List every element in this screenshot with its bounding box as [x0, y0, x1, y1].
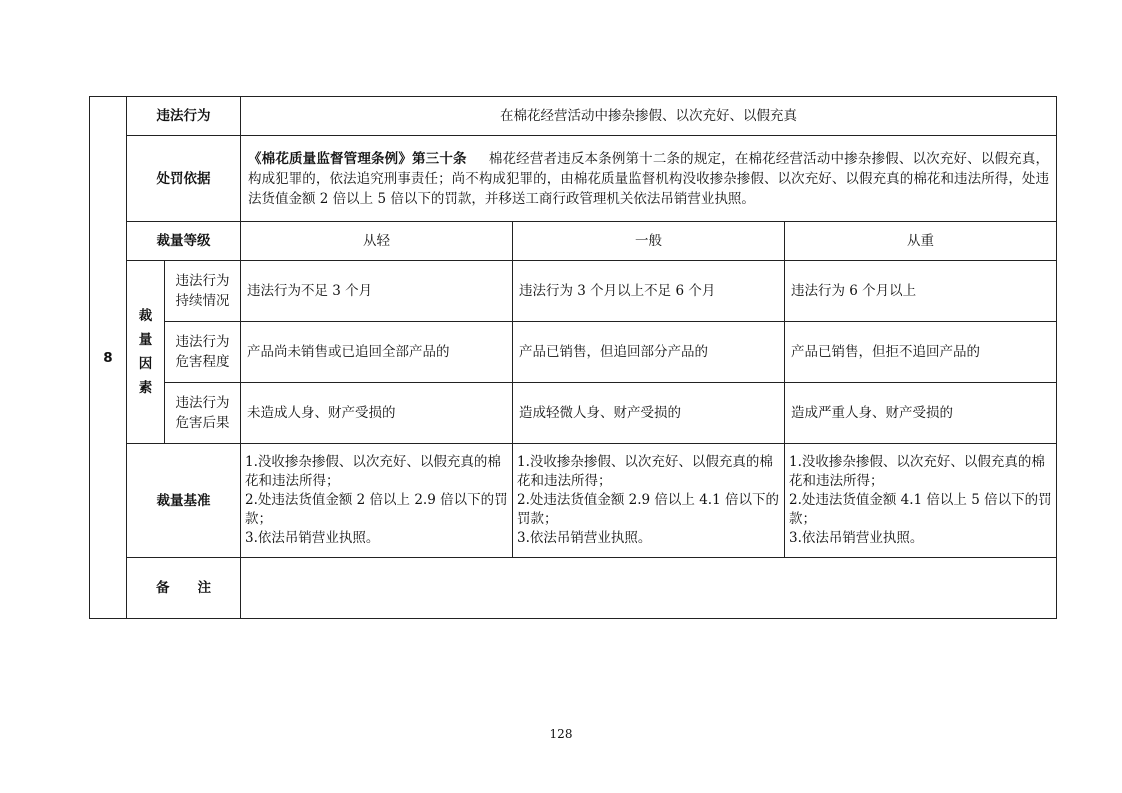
- basis-text: 棉花经营者违反本条例第十二条的规定，在棉花经营活动中掺杂掺假、以次充好、以假充真，构成犯罪的，依法追究刑事责任；尚不构成犯罪的，由棉花质量监督机构没收掺杂掺假、以次充好、以假充真的棉花和违法所得，处违法货值金额 2 倍以上 5 倍以下的罚款，并移送工商行政管理机关依法吊销营业执照。: [248, 150, 1050, 207]
- factor-harm-degree-heavy: 产品已销售，但拒不追回产品的: [785, 322, 1057, 383]
- grade-normal: 一般: [513, 222, 785, 261]
- factor-duration-light: 违法行为不足 3 个月: [241, 261, 513, 322]
- grade-heavy: 从重: [785, 222, 1057, 261]
- factor-duration-normal: 违法行为 3 个月以上不足 6 个月: [513, 261, 785, 322]
- standard-row: [90, 444, 1057, 558]
- standard-normal: 1.没收掺杂掺假、以次充好、以假充真的棉花和违法所得； 2.处违法货值金额 2.9 倍以上 4.1 倍以下的罚款； 3.依法吊销营业执照。: [513, 444, 785, 558]
- standard-label: 裁量基准: [127, 444, 241, 558]
- notes-label: 备注: [127, 558, 241, 619]
- basis-content: [241, 136, 1057, 222]
- basis-title: 《棉花质量监督管理条例》第三十条: [248, 150, 467, 167]
- factor-harm-degree-label: 违法行为 危害程度: [165, 322, 241, 383]
- factor-row: [90, 383, 1057, 444]
- item-number: 8: [90, 97, 127, 619]
- violation-row: [90, 97, 1057, 136]
- standard-light: 1.没收掺杂掺假、以次充好、以假充真的棉花和违法所得； 2.处违法货值金额 2 倍以上 2.9 倍以下的罚款； 3.依法吊销营业执照。: [241, 444, 513, 558]
- grade-light: 从轻: [241, 222, 513, 261]
- factor-row: [90, 322, 1057, 383]
- violation-label: 违法行为: [127, 97, 241, 136]
- discretion-table: [89, 96, 1057, 619]
- page-number: 128: [549, 727, 573, 741]
- factor-consequence-light: 未造成人身、财产受损的: [241, 383, 513, 444]
- notes-row: [90, 558, 1057, 619]
- violation-value: 在棉花经营活动中掺杂掺假、以次充好、以假充真: [241, 97, 1057, 136]
- basis-label: 处罚依据: [127, 136, 241, 222]
- factor-harm-degree-light: 产品尚未销售或已追回全部产品的: [241, 322, 513, 383]
- factor-consequence-heavy: 造成严重人身、财产受损的: [785, 383, 1057, 444]
- standard-heavy: 1.没收掺杂掺假、以次充好、以假充真的棉花和违法所得； 2.处违法货值金额 4.1 倍以上 5 倍以下的罚款； 3.依法吊销营业执照。: [785, 444, 1057, 558]
- notes-value: [241, 558, 1057, 619]
- factors-label: 裁 量 因 素: [127, 261, 165, 444]
- factor-consequence-normal: 造成轻微人身、财产受损的: [513, 383, 785, 444]
- factor-duration-heavy: 违法行为 6 个月以上: [785, 261, 1057, 322]
- grade-label: 裁量等级: [127, 222, 241, 261]
- factor-duration-label: 违法行为 持续情况: [165, 261, 241, 322]
- basis-row: [90, 136, 1057, 222]
- grade-row: [90, 222, 1057, 261]
- factor-consequence-label: 违法行为 危害后果: [165, 383, 241, 444]
- factor-row: [90, 261, 1057, 322]
- factor-harm-degree-normal: 产品已销售，但追回部分产品的: [513, 322, 785, 383]
